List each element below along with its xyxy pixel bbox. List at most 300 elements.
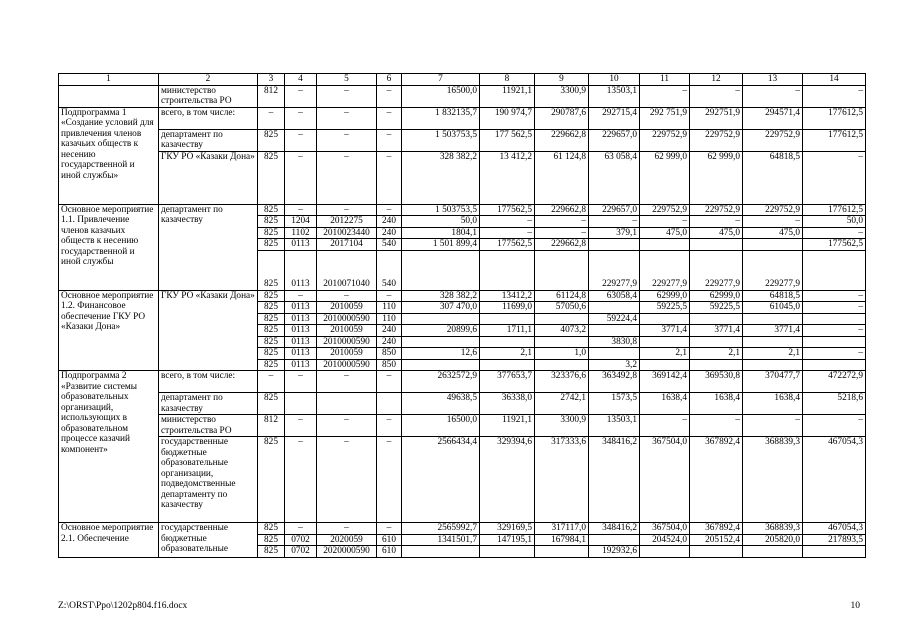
value-cell-c7: 328 382,2 [402, 151, 480, 204]
value-cell-c6: 240 [377, 227, 402, 239]
value-cell-c10: 13503,1 [589, 85, 640, 107]
value-cell-c5: 2010000590 [317, 313, 377, 325]
value-cell-c10: 348416,2 [589, 437, 640, 523]
value-cell-c12 [690, 336, 743, 348]
value-cell-c10 [589, 239, 640, 251]
program-name-cell: Основное мероприятие 2.1. Обеспечение [59, 523, 159, 558]
value-cell-c14: 177612,5 [803, 107, 866, 129]
value-cell-c14: 467054,3 [803, 437, 866, 523]
executor-cell: всего, в том числе: [159, 371, 258, 393]
col-header: 14 [803, 74, 866, 86]
value-cell-c9: 61124,8 [535, 290, 589, 302]
value-cell-c5: – [317, 290, 377, 302]
value-cell-c3: 825 [258, 336, 285, 348]
value-cell-c7: 307 470,0 [402, 302, 480, 314]
value-cell-c13 [743, 359, 803, 371]
value-cell-c12 [690, 239, 743, 251]
value-cell-c6: 110 [377, 313, 402, 325]
value-cell-c14: 467054,3 [803, 523, 866, 535]
value-cell-c11: 292 751,9 [640, 107, 690, 129]
value-cell-c13: 370477,7 [743, 371, 803, 393]
value-cell-c8: 329169,5 [480, 523, 535, 535]
value-cell-c14 [803, 250, 866, 290]
value-cell-c8: 11699,0 [480, 302, 535, 314]
value-cell-c8: 190 974,7 [480, 107, 535, 129]
value-cell-c6: – [377, 371, 402, 393]
value-cell-c8: 329394,6 [480, 437, 535, 523]
value-cell-c12: 59225,5 [690, 302, 743, 314]
value-cell-c3: 825 [258, 348, 285, 360]
value-cell-c8: 377653,7 [480, 371, 535, 393]
value-cell-c13: 229752,9 [743, 204, 803, 216]
value-cell-c4: – [285, 415, 317, 437]
value-cell-c7: 2566434,4 [402, 437, 480, 523]
value-cell-c9 [535, 250, 589, 290]
value-cell-c13: 205820,0 [743, 534, 803, 546]
value-cell-c7 [402, 250, 480, 290]
value-cell-c7 [402, 359, 480, 371]
value-cell-c3: 825 [258, 393, 285, 415]
value-cell-c5: – [317, 371, 377, 393]
value-cell-c10 [589, 348, 640, 360]
value-cell-c3: 825 [258, 227, 285, 239]
value-cell-c8: 11921,1 [480, 415, 535, 437]
value-cell-c9: 61 124,8 [535, 151, 589, 204]
value-cell-c3: 825 [258, 151, 285, 204]
value-cell-c7: 1 832135,7 [402, 107, 480, 129]
value-cell-c6: 850 [377, 348, 402, 360]
value-cell-c12: – [690, 216, 743, 228]
value-cell-c7: 50,0 [402, 216, 480, 228]
value-cell-c11: 229752,9 [640, 204, 690, 216]
table-row [59, 437, 866, 523]
col-header: 4 [285, 74, 317, 86]
value-cell-c6: 240 [377, 336, 402, 348]
col-header: 10 [589, 74, 640, 86]
value-cell-c11: – [640, 415, 690, 437]
value-cell-c3: 825 [258, 204, 285, 216]
value-cell-c14: – [803, 415, 866, 437]
value-cell-c9: 317333,6 [535, 437, 589, 523]
value-cell-c12: 1638,4 [690, 393, 743, 415]
value-cell-c10: 3,2 [589, 359, 640, 371]
value-cell-c10 [589, 534, 640, 546]
executor-cell: министерство строительства РО [159, 415, 258, 437]
value-cell-c9 [535, 359, 589, 371]
value-cell-c12: 62 999,0 [690, 151, 743, 204]
value-cell-c8: 177 562,5 [480, 129, 535, 151]
document-table-container [58, 73, 865, 558]
value-cell-c10: 348416,2 [589, 523, 640, 535]
value-cell-c3: 825 [258, 325, 285, 337]
value-cell-c13 [743, 546, 803, 558]
value-cell-c6: 540 [377, 239, 402, 251]
value-cell-c11 [640, 313, 690, 325]
value-cell-c4: 0113 [285, 348, 317, 360]
value-cell-c9: 229662,8 [535, 204, 589, 216]
value-cell-c8: 13412,2 [480, 290, 535, 302]
value-cell-c10: 63 058,4 [589, 151, 640, 204]
value-cell-c3: 825 [258, 546, 285, 558]
value-cell-c9: 229662,8 [535, 129, 589, 151]
value-cell-c12 [690, 546, 743, 558]
value-cell-c12: 369530,8 [690, 371, 743, 393]
table-row [59, 107, 866, 129]
value-cell-c3: 812 [258, 85, 285, 107]
value-cell-c11 [640, 546, 690, 558]
value-cell-c8 [480, 359, 535, 371]
value-cell-c11: 59225,5 [640, 302, 690, 314]
value-cell-c9 [535, 336, 589, 348]
executor-cell: всего, в том числе: [159, 107, 258, 129]
value-cell-c4: 1204 [285, 216, 317, 228]
value-cell-c5: – [317, 204, 377, 216]
table-row [59, 129, 866, 151]
value-cell-c6: 610 [377, 534, 402, 546]
value-cell-c13: – [743, 415, 803, 437]
value-cell-c9: 167984,1 [535, 534, 589, 546]
value-cell-c3: 825 [258, 313, 285, 325]
table-row [59, 415, 866, 437]
value-cell-c14: 217893,5 [803, 534, 866, 546]
value-cell-c5: – [317, 415, 377, 437]
value-cell-c7: 2632572,9 [402, 371, 480, 393]
value-cell-c4: 0113 [285, 359, 317, 371]
value-cell-c4: 0113 [285, 313, 317, 325]
value-cell-c8 [480, 313, 535, 325]
value-cell-c5: 2010071040 [317, 250, 377, 290]
col-header: 5 [317, 74, 377, 86]
value-cell-c13: 368839,3 [743, 437, 803, 523]
value-cell-c14: 5218,6 [803, 393, 866, 415]
table-row [59, 204, 866, 216]
value-cell-c7: 1 503753,5 [402, 129, 480, 151]
value-cell-c7 [402, 313, 480, 325]
value-cell-c6: 110 [377, 302, 402, 314]
value-cell-c6: – [377, 129, 402, 151]
value-cell-c10: 3830,8 [589, 336, 640, 348]
value-cell-c5: 2010000590 [317, 359, 377, 371]
value-cell-c6: – [377, 437, 402, 523]
budget-table [58, 73, 866, 558]
value-cell-c3: – [258, 371, 285, 393]
value-cell-c6: 610 [377, 546, 402, 558]
value-cell-c11: 367504,0 [640, 437, 690, 523]
value-cell-c8 [480, 250, 535, 290]
value-cell-c5: – [317, 151, 377, 204]
value-cell-c3: 825 [258, 239, 285, 251]
value-cell-c12: 2,1 [690, 348, 743, 360]
program-name-cell: Подпрограмма 1 «Создание условий для привлечения членов казачьих обществ к несению государственной и иной службы» [59, 107, 159, 204]
value-cell-c13: 475,0 [743, 227, 803, 239]
value-cell-c14: – [803, 227, 866, 239]
value-cell-c6: – [377, 415, 402, 437]
value-cell-c10: 63058,4 [589, 290, 640, 302]
value-cell-c10 [589, 325, 640, 337]
value-cell-c7 [402, 546, 480, 558]
value-cell-c12: 62999,0 [690, 290, 743, 302]
value-cell-c6: – [377, 204, 402, 216]
value-cell-c4: 0113 [285, 302, 317, 314]
value-cell-c10: 292715,4 [589, 107, 640, 129]
value-cell-c4: – [285, 204, 317, 216]
col-header: 7 [402, 74, 480, 86]
value-cell-c13: 64818,5 [743, 151, 803, 204]
value-cell-c6: 240 [377, 216, 402, 228]
value-cell-c3: 825 [258, 250, 285, 290]
value-cell-c7: 16500,0 [402, 415, 480, 437]
value-cell-c13: 1638,4 [743, 393, 803, 415]
value-cell-c13 [743, 239, 803, 251]
value-cell-c12: 205152,4 [690, 534, 743, 546]
value-cell-c5: 2020000590 [317, 546, 377, 558]
value-cell-c11: – [640, 85, 690, 107]
value-cell-c9: 3300,9 [535, 415, 589, 437]
value-cell-c12 [690, 359, 743, 371]
col-header: 9 [535, 74, 589, 86]
value-cell-c7: 12,6 [402, 348, 480, 360]
value-cell-c12: 229752,9 [690, 129, 743, 151]
value-cell-c13: 229752,9 [743, 129, 803, 151]
value-cell-c3: 825 [258, 523, 285, 535]
value-cell-c4: – [285, 371, 317, 393]
value-cell-c13: – [743, 85, 803, 107]
value-cell-c10: 229657,0 [589, 204, 640, 216]
value-cell-c14 [803, 546, 866, 558]
value-cell-c5: – [317, 85, 377, 107]
value-cell-c8 [480, 546, 535, 558]
value-cell-c3: 825 [258, 302, 285, 314]
value-cell-c7: 16500,0 [402, 85, 480, 107]
col-header: 13 [743, 74, 803, 86]
value-cell-c8: 1711,1 [480, 325, 535, 337]
value-cell-c6: – [377, 290, 402, 302]
value-cell-c14: – [803, 302, 866, 314]
value-cell-c7: 1341501,7 [402, 534, 480, 546]
col-header: 12 [690, 74, 743, 86]
value-cell-c14 [803, 313, 866, 325]
value-cell-c14: 177562,5 [803, 239, 866, 251]
value-cell-c9: 3300,9 [535, 85, 589, 107]
value-cell-c7: 2565992,7 [402, 523, 480, 535]
value-cell-c12: 229277,9 [690, 250, 743, 290]
value-cell-c12: – [690, 85, 743, 107]
value-cell-c12: 475,0 [690, 227, 743, 239]
value-cell-c3: 825 [258, 129, 285, 151]
table-row [59, 85, 866, 107]
value-cell-c10: 229657,0 [589, 129, 640, 151]
value-cell-c14: – [803, 85, 866, 107]
value-cell-c8: 13 412,2 [480, 151, 535, 204]
value-cell-c5: 2012275 [317, 216, 377, 228]
value-cell-c9: 229662,8 [535, 239, 589, 251]
value-cell-c13 [743, 336, 803, 348]
value-cell-c4: 0113 [285, 325, 317, 337]
value-cell-c11: 229277,9 [640, 250, 690, 290]
value-cell-c4: – [285, 107, 317, 129]
value-cell-c13: – [743, 216, 803, 228]
value-cell-c7: 1804,1 [402, 227, 480, 239]
value-cell-c5: 2010059 [317, 348, 377, 360]
executor-cell: государственные бюджетные образовательные [159, 523, 258, 558]
value-cell-c11: 62999,0 [640, 290, 690, 302]
value-cell-c11: 369142,4 [640, 371, 690, 393]
program-name-cell [59, 85, 159, 107]
value-cell-c9: – [535, 216, 589, 228]
value-cell-c4: 0113 [285, 250, 317, 290]
value-cell-c11: 204524,0 [640, 534, 690, 546]
value-cell-c5: 2010059 [317, 325, 377, 337]
value-cell-c10: 1573,5 [589, 393, 640, 415]
value-cell-c10: 379,1 [589, 227, 640, 239]
col-header: 1 [59, 74, 159, 86]
value-cell-c6 [377, 393, 402, 415]
value-cell-c4 [285, 393, 317, 415]
executor-cell: министерство строительства РО [159, 85, 258, 107]
col-header: 11 [640, 74, 690, 86]
value-cell-c13: 294571,4 [743, 107, 803, 129]
value-cell-c14: 177612,5 [803, 129, 866, 151]
executor-cell: ГКУ РО «Казаки Дона» [159, 151, 258, 204]
value-cell-c9: – [535, 227, 589, 239]
value-cell-c7 [402, 336, 480, 348]
value-cell-c4: 0113 [285, 336, 317, 348]
value-cell-c7: 49638,5 [402, 393, 480, 415]
value-cell-c4: – [285, 151, 317, 204]
value-cell-c7: 20899,6 [402, 325, 480, 337]
value-cell-c9: 57050,6 [535, 302, 589, 314]
value-cell-c13 [743, 313, 803, 325]
value-cell-c10: 363492,8 [589, 371, 640, 393]
value-cell-c8: 11921,1 [480, 85, 535, 107]
value-cell-c12 [690, 313, 743, 325]
value-cell-c4: 0702 [285, 546, 317, 558]
value-cell-c7: 1 503753,5 [402, 204, 480, 216]
value-cell-c7: 1 501 899,4 [402, 239, 480, 251]
value-cell-c5: – [317, 107, 377, 129]
value-cell-c9: 2742,1 [535, 393, 589, 415]
value-cell-c6: – [377, 523, 402, 535]
value-cell-c9: 323376,6 [535, 371, 589, 393]
value-cell-c12: – [690, 415, 743, 437]
value-cell-c12: 229752,9 [690, 204, 743, 216]
value-cell-c10: 13503,1 [589, 415, 640, 437]
value-cell-c12: 292751,9 [690, 107, 743, 129]
value-cell-c7: 328 382,2 [402, 290, 480, 302]
value-cell-c6: 240 [377, 325, 402, 337]
table-row [59, 290, 866, 302]
value-cell-c11: 3771,4 [640, 325, 690, 337]
value-cell-c14: 472272,9 [803, 371, 866, 393]
value-cell-c11: 1638,4 [640, 393, 690, 415]
value-cell-c10: 192932,6 [589, 546, 640, 558]
program-name-cell: Основное мероприятие 1.1. Привлечение членов казачьих обществ к несению государственной и иной службы [59, 204, 159, 290]
value-cell-c10: – [589, 216, 640, 228]
value-cell-c5: – [317, 437, 377, 523]
value-cell-c3: 812 [258, 415, 285, 437]
value-cell-c11: 367504,0 [640, 523, 690, 535]
footer-file-path: Z:\ORST\Ppo\1202p804.f16.docx [58, 601, 188, 611]
value-cell-c13: 229277,9 [743, 250, 803, 290]
value-cell-c5: – [317, 129, 377, 151]
value-cell-c4: – [285, 129, 317, 151]
value-cell-c8: 147195,1 [480, 534, 535, 546]
value-cell-c13: 64818,5 [743, 290, 803, 302]
value-cell-c9: 1,0 [535, 348, 589, 360]
table-row [59, 151, 866, 204]
value-cell-c3: 825 [258, 359, 285, 371]
value-cell-c8: 2,1 [480, 348, 535, 360]
col-header: 2 [159, 74, 258, 86]
value-cell-c8: 177562,5 [480, 204, 535, 216]
column-number-row [59, 74, 866, 86]
value-cell-c11: – [640, 216, 690, 228]
program-name-cell: Подпрограмма 2 «Развитие системы образовательных организаций, использующих в образовательном процессе казачий компонент» [59, 371, 159, 523]
value-cell-c14: – [803, 348, 866, 360]
value-cell-c14: – [803, 325, 866, 337]
value-cell-c9 [535, 313, 589, 325]
table-row [59, 523, 866, 535]
value-cell-c6: 540 [377, 250, 402, 290]
value-cell-c14: – [803, 290, 866, 302]
value-cell-c8: – [480, 227, 535, 239]
value-cell-c13: 368839,3 [743, 523, 803, 535]
col-header: 8 [480, 74, 535, 86]
value-cell-c14: 50,0 [803, 216, 866, 228]
value-cell-c5: 2010000590 [317, 336, 377, 348]
value-cell-c12: 3771,4 [690, 325, 743, 337]
col-header: 6 [377, 74, 402, 86]
value-cell-c6: 850 [377, 359, 402, 371]
value-cell-c8 [480, 336, 535, 348]
executor-cell: департамент по казачеству [159, 129, 258, 151]
value-cell-c6: – [377, 107, 402, 129]
value-cell-c4: 1102 [285, 227, 317, 239]
value-cell-c5: 2010059 [317, 302, 377, 314]
value-cell-c14 [803, 359, 866, 371]
value-cell-c9 [535, 546, 589, 558]
executor-cell: департамент по казачеству [159, 204, 258, 290]
value-cell-c6: – [377, 85, 402, 107]
value-cell-c6: – [377, 151, 402, 204]
col-header: 3 [258, 74, 285, 86]
value-cell-c9: 4073,2 [535, 325, 589, 337]
value-cell-c13: 61045,0 [743, 302, 803, 314]
value-cell-c10: 229277,9 [589, 250, 640, 290]
value-cell-c5: 2010023440 [317, 227, 377, 239]
value-cell-c3: 825 [258, 534, 285, 546]
value-cell-c11: 2,1 [640, 348, 690, 360]
value-cell-c9: 317117,0 [535, 523, 589, 535]
program-name-cell: Основное мероприятие 1.2. Финансовое обеспечение ГКУ РО «Казаки Дона» [59, 290, 159, 371]
value-cell-c4: – [285, 437, 317, 523]
table-row [59, 371, 866, 393]
value-cell-c14: – [803, 151, 866, 204]
value-cell-c11 [640, 336, 690, 348]
table-row [59, 393, 866, 415]
value-cell-c5: 2017104 [317, 239, 377, 251]
value-cell-c12: 367892,4 [690, 523, 743, 535]
value-cell-c4: 0113 [285, 239, 317, 251]
executor-cell: государственные бюджетные образовательные организации, подведомственные департаменту по казачеству [159, 437, 258, 523]
value-cell-c14: 177612,5 [803, 204, 866, 216]
value-cell-c3: 825 [258, 437, 285, 523]
value-cell-c12: 367892,4 [690, 437, 743, 523]
value-cell-c11 [640, 359, 690, 371]
page-number: 10 [850, 601, 860, 611]
value-cell-c10 [589, 302, 640, 314]
value-cell-c4: – [285, 523, 317, 535]
